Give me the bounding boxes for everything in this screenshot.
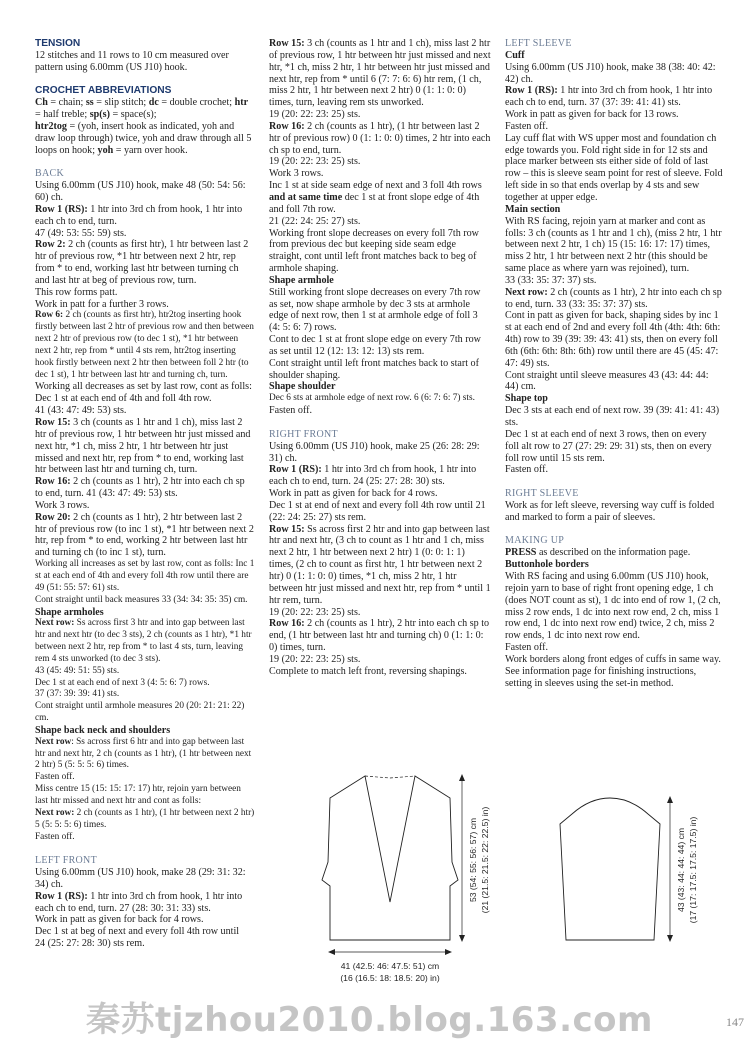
lf-shoulder-heading: Shape shoulder bbox=[269, 381, 336, 393]
body-width-inch-label: (16 (16.5: 18: 18.5: 20) in) bbox=[340, 973, 440, 983]
column-right bbox=[505, 38, 723, 689]
cuff-lay-flat: Lay cuff flat with WS upper most and foundation ch edge towards you. Fold right side in for 12 sts and place marker between sts either side of fold of last row – this is sleeve seam point for rest of sleeve. Fold left side in so that ends overlap by 4 sts and sew together at upper edge. bbox=[505, 132, 723, 203]
sleeve-length-arrowhead-top bbox=[667, 796, 673, 803]
cuff-intro: Using 6.00mm (US J10) hook, make 38 (38: 40: 42: 42) ch. bbox=[505, 61, 716, 85]
vest-neckline bbox=[365, 776, 415, 778]
back-dec-note: Working all decreases as set by last row, cont as folls: Dec 1 st at each end of 4th and foll 4th row. bbox=[35, 381, 252, 405]
main-section-cont-patt: Cont in patt as given for back, shaping sides by inc 1 st at each end of 2nd and every foll 4th (4th: 4th: 6th: 4th) row to 39 (39: 39: 43: 41) sts, then on every foll 6th (6th: 6th: 8th: 6th) row until there are 45 (45: 47: 47: 49) sts. bbox=[505, 310, 721, 369]
body-height-label: 53 (54: 55: 56: 57) cm bbox=[468, 817, 478, 903]
sleeve-length-inch-label: (17 (17: 17.5: 17.5: 17.5) in) bbox=[688, 816, 698, 924]
left-front-dec: Dec 1 st at beg of next and every foll 4th row until bbox=[35, 926, 240, 938]
main-section-cont-straight: Cont straight until sleeve measures 43 (43: 44: 44: 44) cm. bbox=[505, 369, 709, 393]
cuff-fasten: Fasten off. bbox=[505, 120, 548, 132]
right-front-row16: Row 16: 2 ch (counts as 1 htr), 2 htr into each ch sp to end, (1 htr between last htr and turning ch) 0 (1: 1: 0: 0) times, turn. bbox=[269, 618, 490, 654]
back-armholes-row: Next row: Ss across first 3 htr and into gap between last htr and next htr (to dec 3 sts), 2 ch (counts as 1 htr), *1 htr between next 2 htr, rep from * to last 4 sts, turn, leaving rem 4 sts unworked (to dec 3 sts). bbox=[35, 618, 252, 664]
watermark: 秦苏tjzhou2010.blog.163.com bbox=[86, 1000, 653, 1040]
left-front-heading: LEFT FRONT bbox=[35, 855, 97, 867]
right-front-intro: Using 6.00mm (US J10) hook, make 25 (26: 28: 29: 31) ch. bbox=[269, 440, 480, 464]
back-armholes-count: 43 (45: 49: 51: 55) sts. bbox=[35, 665, 120, 676]
lf-slope-note: Working front slope decreases on every foll 7th row from previous dec but keeping side seam edge straight, cont until left front matches back to beg of armhole shaping. bbox=[269, 227, 479, 275]
right-sleeve-text: Work as for left sleeve, reversing way cuff is folded and marked to form a pair of sleeves. bbox=[505, 499, 715, 523]
back-heading: BACK bbox=[35, 168, 64, 180]
back-neck-row2: Next row: 2 ch (counts as 1 htr), (1 htr between next 2 htr) 5 (5: 5: 5: 6) times. bbox=[35, 807, 255, 830]
column-left bbox=[35, 38, 255, 950]
cuff-work13: Work in patt as given for back for 13 rows. bbox=[505, 109, 679, 121]
press-text: PRESS as described on the information page. bbox=[505, 547, 691, 559]
back-work3: Work 3 rows. bbox=[35, 499, 90, 511]
back-row20: Row 20: 2 ch (counts as 1 htr), 2 htr between last 2 htr of previous row (to inc 1 st), *1 htr between next 2 htr, rep from * to end, working 2 htr between last htr and turning ch (to inc 1 st), turn. bbox=[35, 511, 254, 559]
main-section-text: With RS facing, rejoin yarn at marker and cont as folls: 3 ch (counts as 1 htr and 1 ch), (miss 2 htr, 1 htr between next 2 htr, 1 ch) 15 (15: 16: 17: 17) times, miss 2 htr, 1 htr between next 2 htr (this should be same place as where yarn was rejoined), turn. bbox=[505, 215, 722, 275]
back-row16: Row 16: 2 ch (counts as 1 htr), 2 htr into each ch sp to end, turn. 41 (43: 47: 49: 53) sts. bbox=[35, 476, 245, 500]
left-front-work: Work in patt as given for back for 4 rows. bbox=[35, 914, 204, 926]
body-width-arrowhead-left bbox=[328, 949, 335, 955]
abbreviations-heading: CROCHET ABBREVIATIONS bbox=[35, 85, 172, 97]
schematic-svg bbox=[310, 762, 730, 1002]
sleeve-length-label: 43 (43: 44: 44: 44) cm bbox=[676, 827, 686, 913]
left-sleeve-heading: LEFT SLEEVE bbox=[505, 38, 572, 49]
back-miss-centre: Miss centre 15 (15: 15: 17: 17) htr, rejoin yarn between last htr missed and next htr and cont as folls: bbox=[35, 784, 241, 806]
back-armholes-dec: Dec 1 st at each end of next 3 (4: 5: 6: 7) rows. bbox=[35, 677, 210, 688]
tension-text: 12 stitches and 11 rows to 10 cm measured over pattern using 6.00mm (US J10) hook. bbox=[35, 49, 229, 73]
right-sleeve-heading: RIGHT SLEEVE bbox=[505, 488, 579, 500]
lf-row16: Row 16: 2 ch (counts as 1 htr), (1 htr between last 2 htr of previous row) 0 (1: 1: 0: 0) times, 2 htr into each ch sp to end, turn. bbox=[269, 120, 491, 156]
body-width-arrowhead-right bbox=[445, 949, 452, 955]
buttonhole-text: With RS facing and using 6.00mm (US J10) hook, rejoin yarn to base of right front opening edge, 1 ch (does NOT count as st), 1 dc into end of row 1, (2 ch, miss 2 row ends, 1 dc into next row end, 2 ch, miss 1 row end, 1 dc into next row end) twice, 2 ch, miss 2 row ends, 1 dc into next row end. bbox=[505, 570, 721, 642]
cuff-heading: Cuff bbox=[505, 49, 525, 61]
lf-inc-count: 21 (22: 24: 25: 27) sts. bbox=[269, 215, 361, 227]
back-row1: Row 1 (RS): 1 htr into 3rd ch from hook, 1 htr into each ch to end, turn. bbox=[35, 203, 243, 227]
work-borders-text: Work borders along front edges of cuffs in same way. See information page for finishing instructions, setting in sleeves using the set-in method. bbox=[505, 653, 721, 689]
right-front-heading: RIGHT FRONT bbox=[269, 428, 338, 440]
lf-row15: Row 15: 3 ch (counts as 1 htr and 1 ch), miss last 2 htr of previous row, 1 htr between htr just missed and next htr, *1 ch, miss 2 htr, 1 htr between htr just missed and next htr, rep from * until 6 (7: 7: 6: 6) htr rem, (1 ch, miss 2 htr, 1 htr between next 2 htr) 0 (1: 1: 0: 0) times, turn, leaving rem sts unworked. bbox=[269, 38, 491, 109]
main-section-next-row: Next row: 2 ch (counts as 1 htr), 2 htr into each ch sp to end, turn. 33 (33: 35: 37: 37) sts. bbox=[505, 286, 722, 310]
main-section-heading: Main section bbox=[505, 203, 561, 215]
buttonhole-fasten: Fasten off. bbox=[505, 642, 548, 654]
back-armholes-measure: Cont straight until armhole measures 20 (20: 21: 21: 22) cm. bbox=[35, 701, 245, 724]
right-front-work: Work in patt as given for back for 4 rows. bbox=[269, 488, 438, 500]
back-intro: Using 6.00mm (US J10) hook, make 48 (50: 54: 56: 60) ch. bbox=[35, 180, 246, 203]
left-front-count: 24 (25: 27: 28: 30) sts rem. bbox=[35, 938, 145, 950]
lf-work3: Work 3 rows. bbox=[269, 168, 324, 180]
shape-top-dec: Dec 1 st at each end of next 3 rows, then on every foll alt row to 27 (27: 29: 29: 31) sts, then on every foll row until 15 sts rem. bbox=[505, 428, 712, 464]
abbreviations-text: Ch = chain; ss = slip stitch; dc = double crochet; htr = half treble; sp(s) = space(s); htr2tog = (yoh, insert hook as indicated, yoh and draw loop through) twice, yoh and draw through all 5 loops on hook; yoh = yarn over hook. bbox=[35, 97, 252, 156]
lf-inc-side: Inc 1 st at side seam edge of next and 3 foll 4th rows and at same time dec 1 st at front slope edge of 4th and foll 7th row. bbox=[269, 180, 482, 215]
making-up-heading: MAKING UP bbox=[505, 535, 565, 547]
lf-armhole-heading: Shape armhole bbox=[269, 274, 334, 286]
tension-heading: TENSION bbox=[35, 38, 81, 49]
schematic-diagrams bbox=[310, 762, 730, 1002]
right-front-row1: Row 1 (RS): 1 htr into 3rd ch from hook, 1 htr into each ch to end, turn. 24 (25: 27: 28: 30) sts. bbox=[269, 464, 477, 488]
back-row6: Row 6: 2 ch (counts as first htr), htr2tog inserting hook firstly between last 2 htr of previous row and then between next 2 htr of previous row (to dec 1 st), *1 htr between next 2 htr, rep from * until 4 sts rem, htr2tog inserting hook firstly between next 2 htr then between foll 2 htr (to dec 1 st), 1 htr between last htr and turning ch, turn. bbox=[35, 310, 254, 380]
vest-body-outline bbox=[322, 776, 458, 940]
main-section-count: 33 (33: 35: 37: 37) sts. bbox=[505, 274, 597, 286]
lf-row15-count: 19 (20: 22: 23: 25) sts. bbox=[269, 109, 361, 121]
lf-shoulder-text: Dec 6 sts at armhole edge of next row. 6 (6: 7: 6: 7) sts. bbox=[269, 393, 475, 404]
back-row15: Row 15: 3 ch (counts as 1 htr and 1 ch), miss last 2 htr of previous row, 1 htr between htr just missed and next htr, *1 ch, miss 2 htr, 1 htr between htr just missed and next htr, rep from * to end, working last htr between last htr and turning ch, turn. bbox=[35, 417, 251, 476]
back-row-forms: This row forms patt. bbox=[35, 286, 118, 298]
lf-armhole-text: Still working front slope decreases on every 7th row as set, now shape armhole by dec 3 sts at armhole edge of next row, then 1 st at armhole edge of foll 3 (4: 5: 6: 7) rows. bbox=[269, 286, 481, 334]
back-dec-count: 41 (43: 47: 49: 53) sts. bbox=[35, 405, 127, 417]
lf-cont-match: Cont straight until left front matches back to start of shoulder shaping. bbox=[269, 357, 479, 381]
buttonhole-heading: Buttonhole borders bbox=[505, 559, 589, 571]
right-front-dec: Dec 1 st at end of next and every foll 4th row until 21 (22: 24: 25: 27) sts rem. bbox=[269, 499, 486, 523]
back-armholes-heading: Shape armholes bbox=[35, 606, 104, 618]
right-front-row15-count: 19 (20: 22: 23: 25) sts. bbox=[269, 606, 361, 618]
sleeve-outline bbox=[560, 798, 660, 940]
lf-cont-dec: Cont to dec 1 st at front slope edge on every 7th row as set until 12 (12: 13: 12: 13) sts rem. bbox=[269, 334, 481, 357]
back-neck-fasten: Fasten off. bbox=[35, 772, 75, 783]
lf-row16-count: 19 (20: 22: 23: 25) sts. bbox=[269, 156, 361, 168]
body-height-inch-label: (21 (21.5: 21.5: 22: 22.5) in) bbox=[480, 806, 490, 914]
shape-top-text: Dec 3 sts at each end of next row. 39 (39: 41: 41: 43) sts. bbox=[505, 405, 720, 428]
back-row1-count: 47 (49: 53: 55: 59) sts. bbox=[35, 227, 127, 239]
right-front-row16-count: 19 (20: 22: 23: 25) sts. bbox=[269, 653, 361, 665]
back-inc-note: Working all increases as set by last row, cont as folls: Inc 1 st at each end of 4th and every foll 4th row until there are 49 (51: 55: 57: 61) sts. bbox=[35, 559, 255, 593]
column-middle bbox=[269, 38, 491, 678]
right-front-complete: Complete to match left front, reversing shapings. bbox=[269, 665, 467, 677]
left-front-intro: Using 6.00mm (US J10) hook, make 28 (29: 31: 32: 34) ch. bbox=[35, 867, 246, 890]
right-front-row15: Row 15: Ss across first 2 htr and into gap between last htr and next htr, (3 ch to count as 1 htr and 1 ch, miss next 2 htr, 1 htr between next 2 htr) 1 (0: 0: 1: 1) times, (2 ch to count as first htr, 1 htr between next 2 htr) 0 (1: 1: 0: 0) times, *1 ch, miss 2 htr, 1 htr between htr just missed and next htr, rep from * until 1 htr rem, turn. bbox=[269, 523, 491, 606]
left-front-row1: Row 1 (RS): 1 htr into 3rd ch from hook, 1 htr into each ch to end, turn. 27 (28: 30: 31: 33) sts. bbox=[35, 890, 243, 914]
back-armholes-dec-count: 37 (37: 39: 39: 41) sts. bbox=[35, 689, 120, 700]
shape-top-fasten: Fasten off. bbox=[505, 464, 548, 476]
back-neck-heading: Shape back neck and shoulders bbox=[35, 724, 171, 736]
back-work-patt: Work in patt for a further 3 rows. bbox=[35, 298, 169, 310]
body-height-arrowhead-bottom bbox=[459, 935, 465, 942]
body-height-arrowhead-top bbox=[459, 774, 465, 781]
page-number: 147 bbox=[726, 1015, 744, 1029]
back-cont-straight: Cont straight until back measures 33 (34: 34: 35: 35) cm. bbox=[35, 594, 248, 605]
lf-fasten: Fasten off. bbox=[269, 405, 312, 417]
body-width-label: 41 (42.5: 46: 47.5: 51) cm bbox=[340, 961, 440, 971]
cuff-row1: Row 1 (RS): 1 htr into 3rd ch from hook, 1 htr into each ch to end, turn. 37 (37: 39: 41: 41) sts. bbox=[505, 85, 713, 109]
sleeve-length-arrowhead-bottom bbox=[667, 935, 673, 942]
back-neck-fasten2: Fasten off. bbox=[35, 831, 75, 842]
back-row2: Row 2: 2 ch (counts as first htr), 1 htr between last 2 htr of previous row, *1 htr between next 2 htr, rep from * to end, working last htr between turning ch and last htr at beg of previous row, turn. bbox=[35, 239, 249, 286]
shape-top-heading: Shape top bbox=[505, 393, 548, 405]
back-neck-row: Next row: Ss across first 6 htr and into gap between last htr and next htr, 2 ch (counts as 1 htr), (1 htr between next 2 htr) 5 (5: 5: 5: 6) times. bbox=[35, 736, 252, 771]
